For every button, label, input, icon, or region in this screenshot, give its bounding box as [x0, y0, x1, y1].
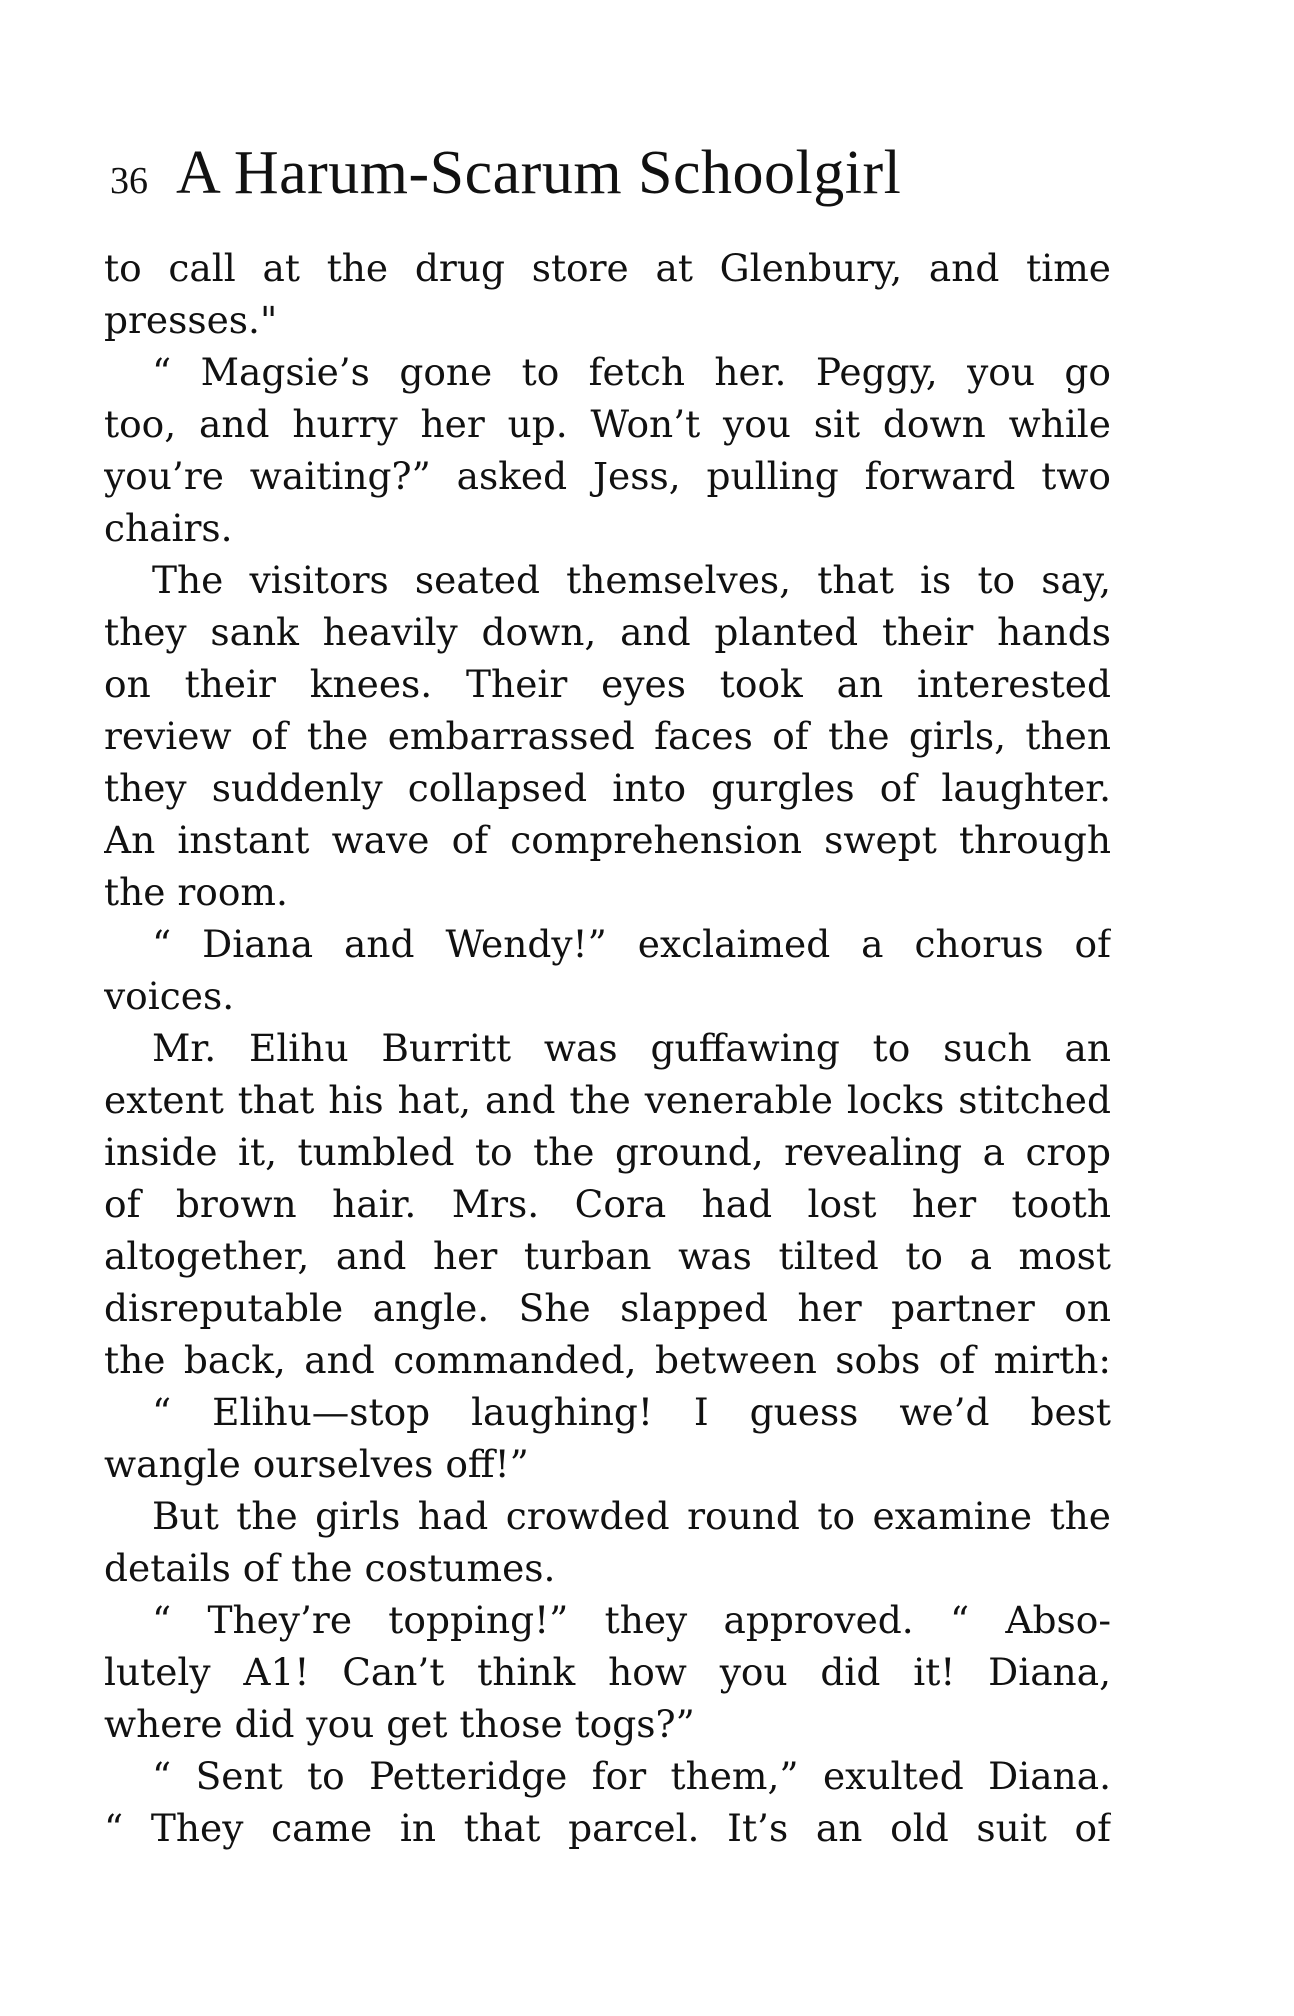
text-line: where did you get those togs?” [104, 1702, 695, 1746]
body-text [104, 242, 1111, 1854]
text-line: details of the costumes. [104, 1546, 556, 1590]
text-line: the back, and commanded, between sobs of mirth: [104, 1338, 1111, 1382]
text-line: on their knees. Their eyes took an interested [104, 662, 1111, 706]
text-line: of brown hair. Mrs. Cora had lost her tooth [104, 1182, 1111, 1226]
text-line: Mr. Elihu Burritt was guffawing to such an [152, 1026, 1111, 1070]
running-head [110, 138, 1110, 208]
text-line: But the girls had crowded round to examine the [152, 1494, 1111, 1538]
text-line: chairs. [104, 506, 233, 550]
text-line: presses." [104, 298, 278, 342]
text-line: “ They’re topping!” they approved. “ Abso- [152, 1598, 1111, 1642]
text-line: inside it, tumbled to the ground, revealing a crop [104, 1130, 1111, 1174]
text-line: review of the embarrassed faces of the girls, then [104, 714, 1111, 758]
text-line: disreputable angle. She slapped her partner on [104, 1286, 1111, 1330]
text-line: too, and hurry her up. Won’t you sit down while [104, 402, 1111, 446]
text-line: altogether, and her turban was tilted to a most [104, 1234, 1111, 1278]
book-title: A Harum-Scarum Schoolgirl [176, 139, 902, 207]
text-line: they suddenly collapsed into gurgles of laughter. [104, 766, 1111, 810]
text-line: “ Diana and Wendy!” exclaimed a chorus of [152, 922, 1111, 966]
text-line: extent that his hat, and the venerable locks stitched [104, 1078, 1111, 1122]
text-line: you’re waiting?” asked Jess, pulling forward two [104, 454, 1111, 498]
text-line: The visitors seated themselves, that is to say, [152, 558, 1111, 602]
text-line: they sank heavily down, and planted their hands [104, 610, 1111, 654]
text-line: the room. [104, 870, 288, 914]
text-line: lutely A1! Can’t think how you did it! Diana, [104, 1650, 1111, 1694]
text-line: to call at the drug store at Glenbury, and time [104, 246, 1111, 290]
text-line: An instant wave of comprehension swept through [104, 818, 1111, 862]
page-number: 36 [110, 160, 148, 202]
text-line: “ They came in that parcel. It’s an old suit of [104, 1806, 1111, 1850]
text-line: “ Magsie’s gone to fetch her. Peggy, you go [152, 350, 1111, 394]
text-line: “ Elihu—stop laughing! I guess we’d best [152, 1390, 1111, 1434]
text-line: “ Sent to Petteridge for them,” exulted Diana. [152, 1754, 1111, 1798]
text-line: wangle ourselves off!” [104, 1442, 529, 1486]
text-line: voices. [104, 974, 235, 1018]
